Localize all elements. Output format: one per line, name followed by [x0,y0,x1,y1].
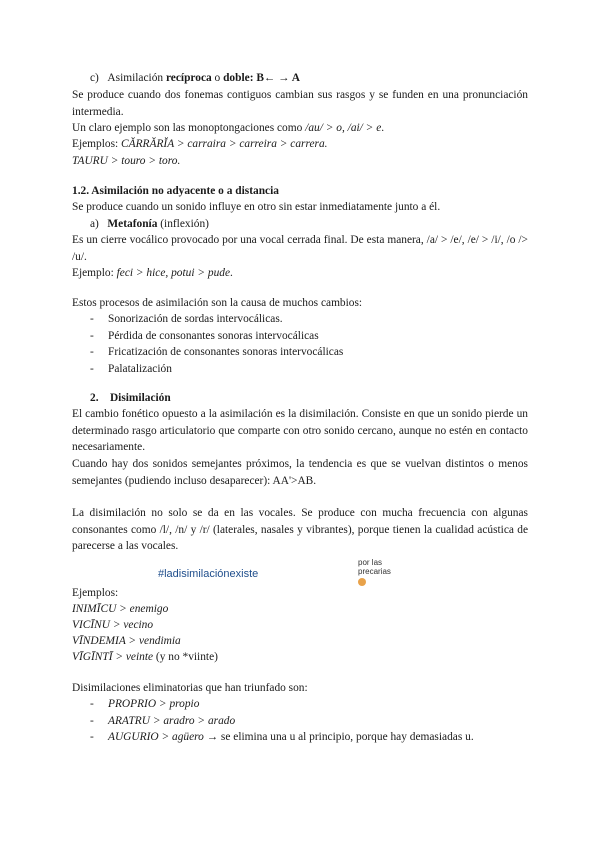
disimilacion-p1: El cambio fonético opuesto a la asimilación es la disimilación. Consiste en que un sonido pierde un determinado rasgo articulatorio que comparte con otro sonido cercano, aunque no estén en contacto necesariamente. [72,408,528,453]
section-2-heading: 2. Disimilación [90,392,171,404]
section-12-description: Se produce cuando un sonido influye en otro sin estar inmediatamente junto a él. [72,201,441,213]
list-item: - AUGURIO > agüero → se elimina una u al principio, porque hay demasiadas u. [90,731,474,743]
list-item: - Palatalización [90,362,172,375]
ejemplo-item: VĪNDEMIA > vendimia [72,635,181,647]
ejemplo-item: INIMĪCU > enemigo [72,603,169,615]
section-12-heading: 1.2. Asimilación no adyacente o a distancia [72,185,279,197]
section-c-example: Un claro ejemplo son las monoptongaciones como /au/ > o, /ai/ > e. [72,122,385,134]
section-c-ejemplos-1: Ejemplos: CĂRRĂRĬA > carraira > carreira > carrera. [72,138,328,150]
procesos-intro: Estos procesos de asimilación son la causa de muchos cambios: [72,297,363,309]
list-item: - PROPRIO > propio [90,698,200,710]
section-c-ejemplos-2: TAURU > touro > toro. [72,155,181,167]
list-item: - Pérdida de consonantes sonoras intervocálicas [90,329,319,342]
list-item: - Fricatización de consonantes sonoras intervocálicas [90,346,344,358]
precarias-logo: por las precarias [356,556,394,590]
list-item: - ARATRU > aradro > arado [90,714,236,727]
eliminatorias-intro: Disimilaciones eliminatorias que han triunfado son: [72,682,308,694]
metafonia-heading: a) Metafonía (inflexión) [90,218,209,230]
metafonia-example: Ejemplo: feci > hice, potui > pude. [72,267,233,279]
disimilacion-p2: Cuando hay dos sonidos semejantes próximos, la tendencia es que se vuelvan distintos o menos semejantes (pudiendo incluso desaparecer): AA'>AB. [72,458,528,487]
ejemplo-item: VICĪNU > vecino [72,619,154,631]
procesos-list [90,311,343,377]
ejemplo-item: VĪGĪNTĪ > veinte (y no *viinte) [72,651,218,663]
eliminatorias-list [90,696,474,746]
section-c-description: Se produce cuando dos fonemas contiguos cambian sus rasgos y se funden en una pronunciación intermedia. [72,89,528,118]
list-item: - Sonorización de sordas intervocálicas. [90,313,283,325]
disimilacion-p3: La disimilación no solo se da en las vocales. Se produce con mucha frecuencia con algunas consonantes como /l/, /n/ y /r/ (laterales, nasales y vibrantes), porque tienen la cualidad acústica de parecerse a las vocales. [72,507,528,552]
ejemplos-label: Ejemplos: [72,587,119,599]
section-c-heading: c) Asimilación recíproca o doble: B← → A [90,72,300,84]
section-c-marker: c) [90,72,99,84]
metafonia-description: Es un cierre vocálico provocado por una vocal cerrada final. De esta manera, /a/ > /e/, /e/ > /i/, /o /> /u/. [72,234,528,263]
hashtag-link[interactable]: #ladisimilaciónexiste [158,568,259,580]
